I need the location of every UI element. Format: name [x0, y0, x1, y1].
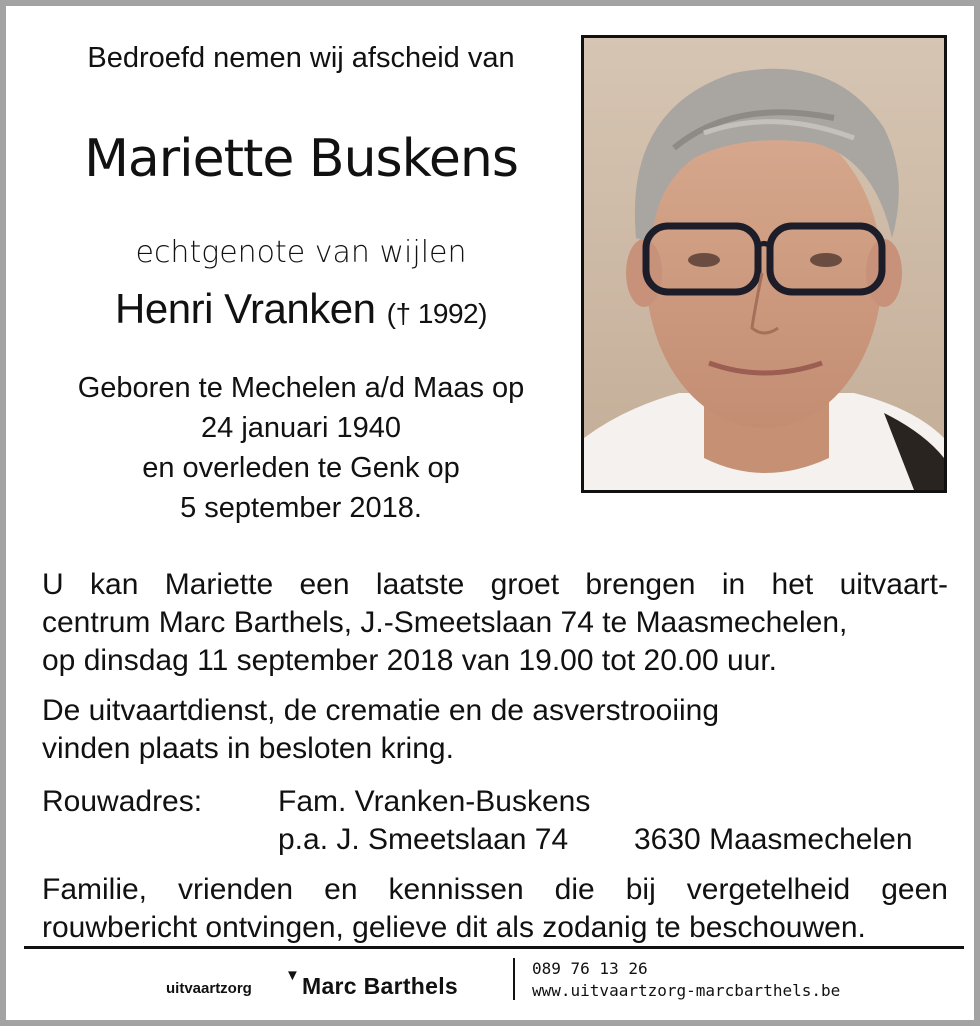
closing-paragraph [42, 871, 948, 947]
footer-website[interactable]: www.uitvaartzorg-marcbarthels.be [532, 981, 841, 1000]
intro-text: Bedroefd nemen wij afscheid van [87, 42, 515, 74]
bio-line: 5 september 2018. [180, 492, 422, 524]
bio-line: 24 januari 1940 [201, 412, 401, 444]
address-street: p.a. J. Smeetslaan 74 [278, 823, 569, 856]
footer-phone: 089 76 13 26 [532, 959, 648, 978]
visitation-line: U kan Mariette een laatste groet brengen in het uitvaart- [42, 568, 948, 601]
visitation-line: centrum Marc Barthels, J.-Smeetslaan 74 te Maasmechelen, [42, 606, 848, 639]
spouse-line [46, 285, 556, 333]
brand-name: Marc Barthels [302, 973, 459, 999]
spouse-name: Henri Vranken [115, 285, 376, 332]
service-line: vinden plaats in besloten kring. [42, 732, 454, 765]
spouse-death-year: 1992 [417, 298, 479, 329]
address-city: 3630 Maasmechelen [634, 823, 913, 856]
portrait-image [584, 38, 944, 490]
bio-line: en overleden te Genk op [142, 452, 460, 484]
address-label: Rouwadres: [42, 785, 203, 818]
triangle-down-icon: ▼ [285, 967, 300, 984]
spouse-death: († 1992) [386, 298, 487, 329]
deceased-name: Mariette Buskens [84, 129, 518, 189]
portrait-photo [581, 35, 947, 493]
death-cross-icon: † [395, 298, 411, 329]
funeral-home-logo [166, 965, 501, 1001]
address-family: Fam. Vranken-Buskens [278, 785, 591, 818]
service-paragraph [42, 692, 948, 768]
bio-block [46, 368, 556, 528]
visitation-paragraph [42, 566, 948, 680]
bio-line: Geboren te Mechelen a/d Maas op [77, 372, 525, 404]
visitation-line: op dinsdag 11 september 2018 van 19.00 tot 20.00 uur. [42, 644, 777, 677]
spouse-label: echtgenote van wijlen [135, 235, 467, 270]
service-line: De uitvaartdienst, de crematie en de asverstrooiing [42, 694, 720, 727]
closing-line: Familie, vrienden en kennissen die bij vergetelheid geen [42, 873, 948, 906]
brand-prefix: uitvaartzorg [166, 980, 252, 997]
footer-vertical-divider [513, 958, 515, 1000]
footer-divider-line [24, 946, 964, 949]
closing-line: rouwbericht ontvingen, gelieve dit als zodanig te beschouwen. [42, 911, 866, 944]
